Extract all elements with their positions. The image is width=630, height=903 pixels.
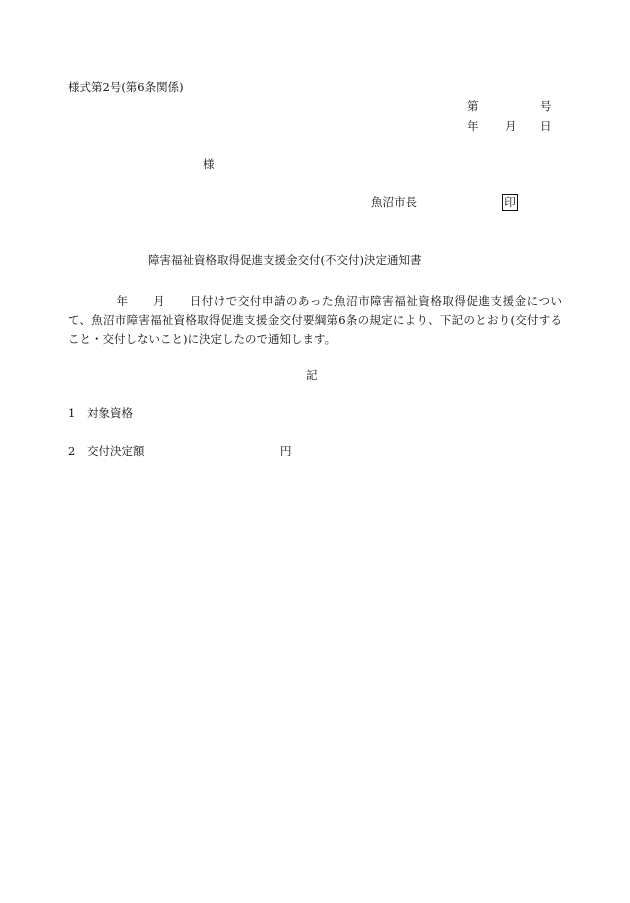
- document-number-label: 第: [467, 99, 479, 113]
- item-1-label: 対象資格: [87, 406, 133, 420]
- body-month: 月: [152, 294, 166, 308]
- sender-title: 魚沼市長: [371, 195, 417, 209]
- document-number-suffix: 号: [540, 99, 552, 113]
- item-2-unit: 円: [280, 444, 292, 458]
- seal-stamp: 印: [502, 194, 518, 211]
- item-2-label: 交付決定額: [87, 444, 145, 458]
- date-year: 年: [467, 119, 479, 133]
- addressee-honorific: 様: [203, 157, 215, 171]
- item-2-number: 2: [68, 444, 76, 458]
- date-month: 月: [505, 119, 517, 133]
- ki-heading: 記: [306, 368, 318, 382]
- item-1-number: 1: [68, 406, 76, 420]
- date-day: 日: [540, 119, 552, 133]
- notice-body: [68, 292, 562, 349]
- body-text: 日付けで交付申請のあった魚沼市障害福祉資格取得促進支援金について、魚沼市障害福祉資格取得促進支援金交付要綱第6条の規定により、下記のとおり(交付すること・交付しないこと)に決定したので通知します。: [68, 294, 562, 346]
- document-title: 障害福祉資格取得促進支援金交付(不交付)決定通知書: [148, 253, 422, 267]
- form-number: 様式第2号(第6条関係): [68, 80, 184, 94]
- body-year: 年: [116, 294, 129, 308]
